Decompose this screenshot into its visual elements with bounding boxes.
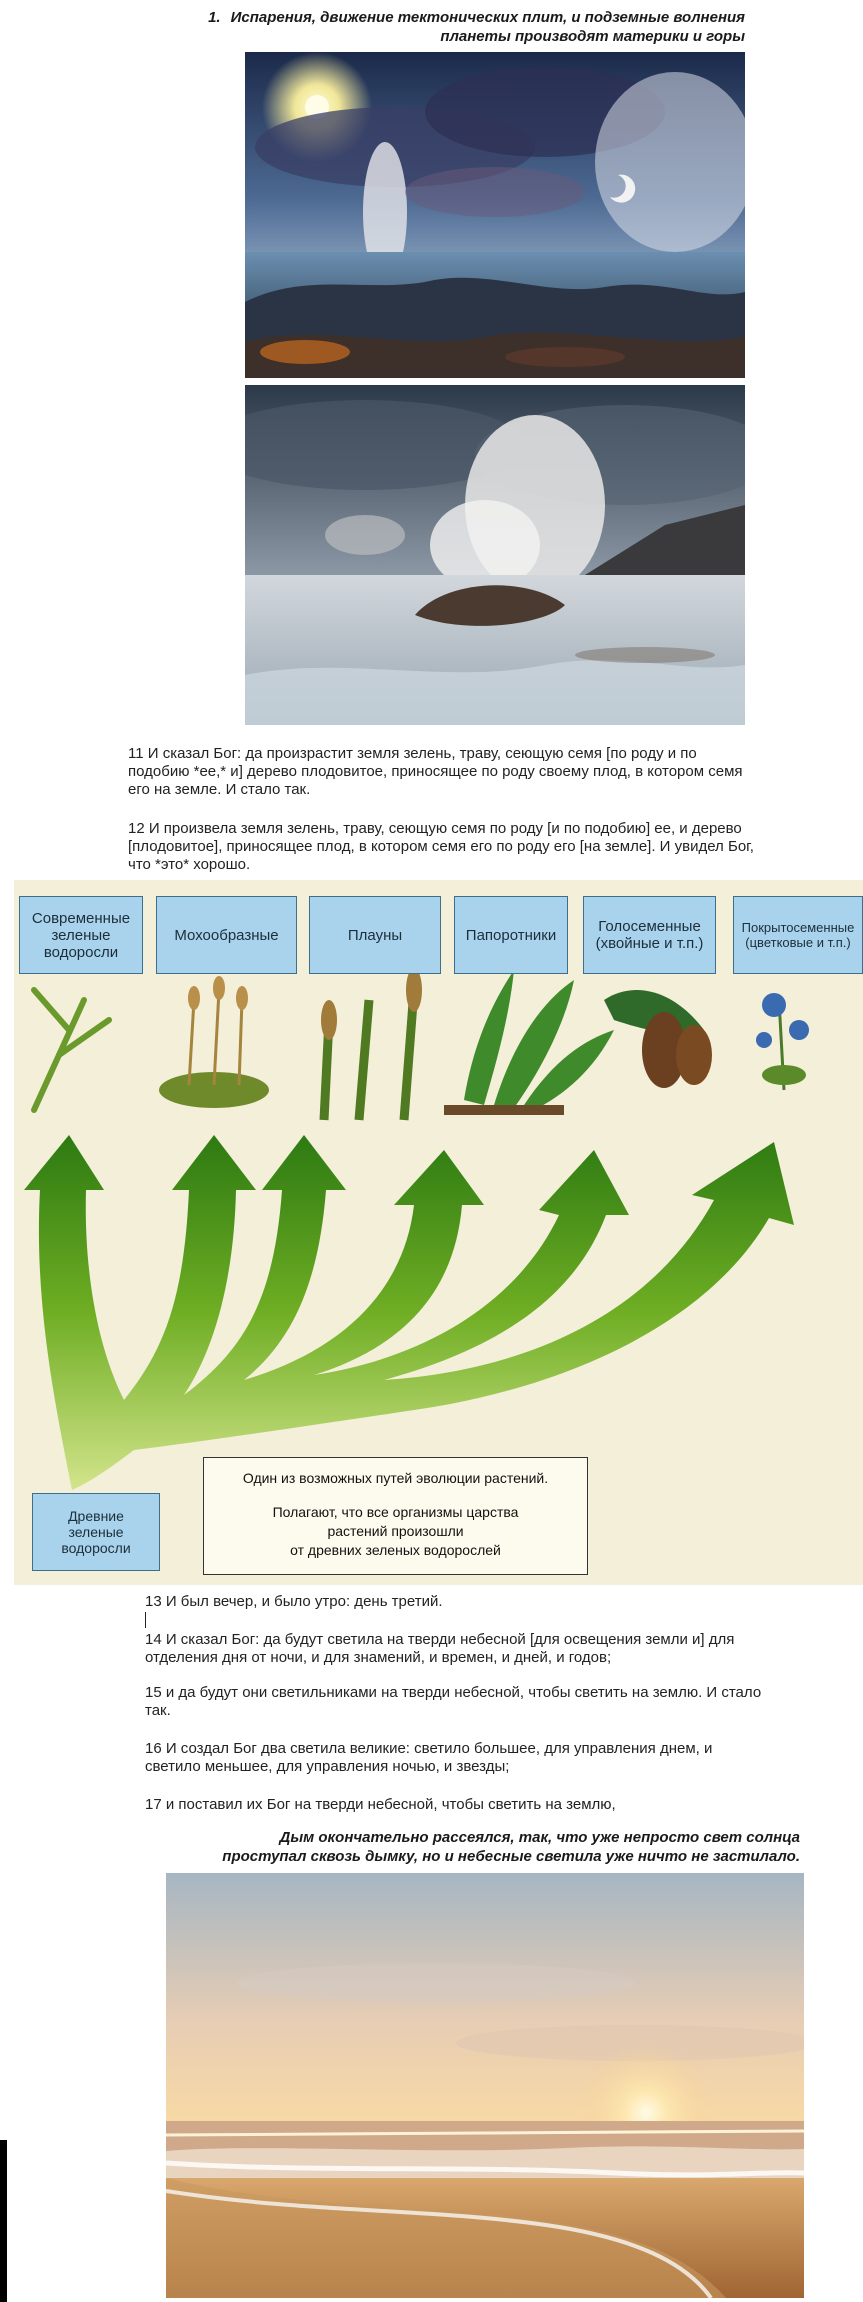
gymnosperm-plant bbox=[604, 990, 712, 1088]
heading-2-line1: Дым окончательно рассеялся, так, что уже непросто свет солнца bbox=[279, 1829, 800, 1846]
evolution-tree bbox=[24, 1135, 794, 1490]
text-cursor bbox=[145, 1612, 146, 1628]
category-bryophytes: Мохообразные bbox=[156, 896, 297, 974]
category-gymnosperms: Голосеменные (хвойные и т.п.) bbox=[583, 896, 716, 974]
algae-plant bbox=[34, 990, 109, 1110]
category-modern-green-algae: Современные зеленые водоросли bbox=[19, 896, 143, 974]
category-ferns: Папоротники bbox=[454, 896, 568, 974]
ancestor-box: Древние зеленые водоросли bbox=[32, 1493, 160, 1571]
fern-plant bbox=[444, 970, 614, 1115]
sunset-beach-image bbox=[166, 1873, 804, 2298]
heading-1-line2: планеты производят материки и горы bbox=[440, 28, 745, 45]
caption-line2: растений произошли bbox=[327, 1523, 464, 1539]
verse-15: 15 и да будут они светильниками на тверди небесной, чтобы светить на землю. И стало так. bbox=[145, 1684, 762, 1719]
verse-11: 11 И сказал Бог: да произрастит земля зелень, траву, сеющую семя [по роду и по подобию *ее,* и] дерево плодовитое, приносящее по роду своему плод, в котором семя его на земле. И стало так. bbox=[128, 745, 743, 798]
primordial-storm-image bbox=[245, 52, 745, 378]
caption-title: Один из возможных путей эволюции растений. bbox=[242, 1470, 549, 1486]
section-heading-1 bbox=[170, 8, 745, 46]
page-edge-marker bbox=[0, 2140, 7, 2302]
list-number: 1. bbox=[208, 9, 221, 26]
volcanic-steam-image bbox=[245, 385, 745, 725]
verse-12: 12 И произвела земля зелень, траву, сеющую семя по роду [и по подобию] ее, и дерево [плодовитое], приносящее плод, в котором семя его по роду его [на земле]. И увидел Бог, что *это* хорошо. bbox=[128, 820, 754, 873]
caption-line1: Полагают, что все организмы царства bbox=[272, 1504, 519, 1520]
lycopod-plant bbox=[321, 968, 422, 1120]
heading-2-line2: проступал сквозь дымку, но и небесные светила уже ничто не застилало. bbox=[222, 1848, 800, 1865]
verse-17: 17 и поставил их Бог на тверди небесной, чтобы светить на землю, bbox=[145, 1796, 616, 1813]
verse-16: 16 И создал Бог два светила великие: светило большее, для управления днем, и светило меньшее, для управления ночью, и звезды; bbox=[145, 1740, 713, 1775]
heading-1-line1: 1. Испарения, движение тектонических плит, и подземные волнения bbox=[208, 9, 745, 26]
moss-plant bbox=[159, 976, 269, 1108]
verse-13: 13 И был вечер, и было утро: день третий. bbox=[145, 1593, 443, 1610]
caption-line3: от древних зеленых водорослей bbox=[290, 1542, 501, 1558]
verse-14: 14 И сказал Бог: да будут светила на тверди небесной [для освещения земли и] для отделения дня от ночи, и для знамений, и времен, и дней, и годов; bbox=[145, 1631, 735, 1666]
diagram-caption bbox=[203, 1457, 588, 1575]
angiosperm-plant bbox=[756, 993, 809, 1090]
category-lycopods: Плауны bbox=[309, 896, 441, 974]
section-heading-2 bbox=[150, 1828, 800, 1866]
category-angiosperms: Покрытосеменные (цветковые и т.п.) bbox=[733, 896, 863, 974]
